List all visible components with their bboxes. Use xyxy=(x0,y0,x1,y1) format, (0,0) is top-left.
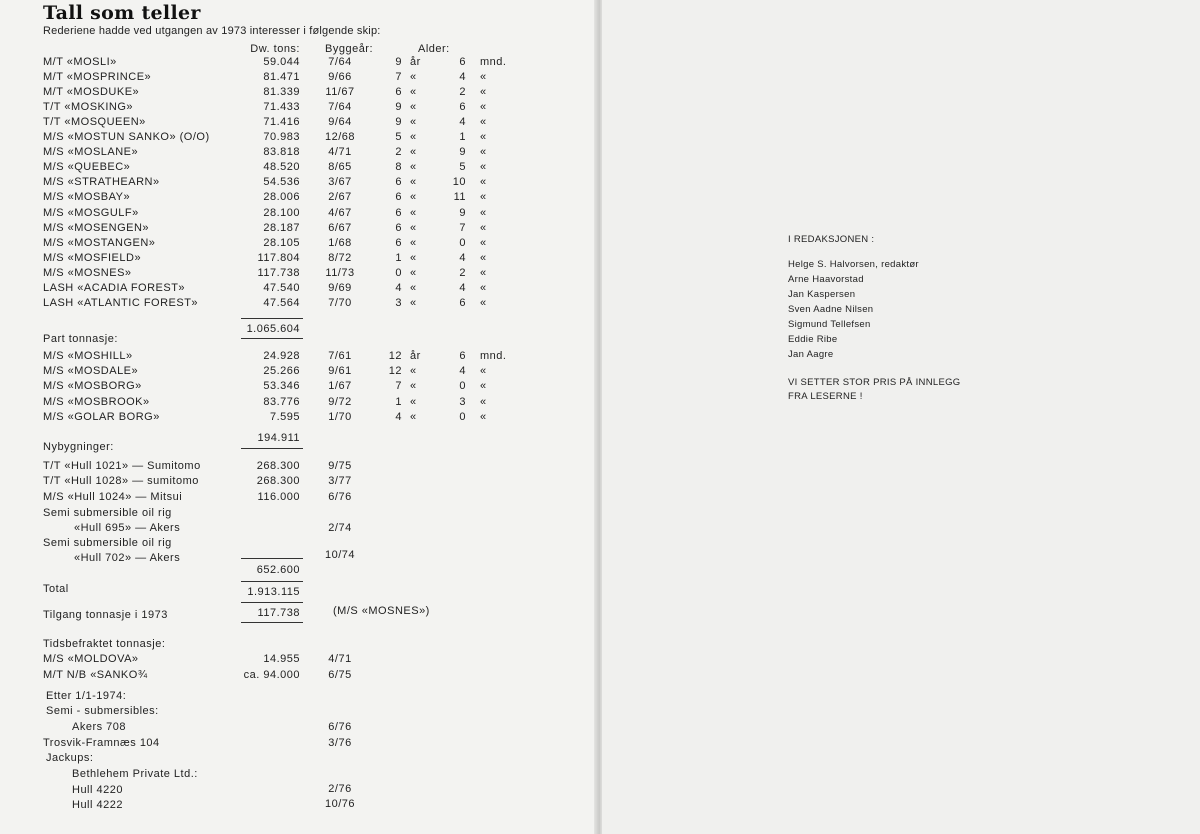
ship-dw-tons: 71.416 xyxy=(263,116,300,129)
ship-name: M/S «MOSENGEN» xyxy=(43,221,150,234)
ship-name: M/T «MOSDUKE» xyxy=(43,86,140,99)
ship-name: M/S «Hull 1024» — Mitsui xyxy=(43,490,183,503)
ship-age-months: 0 xyxy=(459,380,466,393)
akers-708-built: 6/76 xyxy=(328,721,352,733)
ship-age-months: 4 xyxy=(459,281,466,294)
ship-built: 8/65 xyxy=(328,161,352,174)
subtotal-rule xyxy=(241,318,303,319)
ship-age-months: 6 xyxy=(459,101,466,114)
ship-built: 1/67 xyxy=(328,380,352,393)
ship-dw-tons: 25.266 xyxy=(263,365,300,378)
ship-name: M/S «STRATHEARN» xyxy=(43,176,160,189)
ship-name: M/T «MOSLI» xyxy=(43,56,117,68)
redaksjon-member: Jan Aagre xyxy=(788,349,834,360)
rig1-line2: «Hull 695» — Akers xyxy=(74,522,181,534)
ship-age-years-unit: « xyxy=(410,296,417,309)
ship-built: 4/67 xyxy=(328,206,352,219)
ship-dw-tons: 71.433 xyxy=(263,101,300,114)
redaksjon-member: Arne Haavorstad xyxy=(788,274,864,285)
tilgang-rule xyxy=(241,622,303,623)
ship-name: M/S «MOSTUN SANKO» (O/O) xyxy=(43,131,210,144)
hull-4220-built: 2/76 xyxy=(328,783,352,795)
ship-name: M/S «MOSFIELD» xyxy=(43,251,142,264)
akers-708: Akers 708 xyxy=(72,721,127,733)
ship-age-months-unit: « xyxy=(480,191,487,204)
subtotal-rule xyxy=(241,558,303,559)
ship-age-months-unit: « xyxy=(480,380,487,393)
ship-dw-tons: ca. 94.000 xyxy=(243,668,300,681)
ship-built: 6/76 xyxy=(328,490,352,503)
ship-age-years: 1 xyxy=(395,395,402,408)
ship-age-years-unit: « xyxy=(410,101,417,114)
ship-age-months: 9 xyxy=(459,146,466,159)
ship-age-months: 9 xyxy=(459,206,466,219)
ship-dw-tons: 83.776 xyxy=(263,395,300,408)
left-page xyxy=(0,0,598,834)
ship-age-months-unit: mnd. xyxy=(480,56,507,68)
jackups-label: Jackups: xyxy=(46,752,94,764)
ship-age-months-unit: « xyxy=(480,116,487,129)
ship-dw-tons: 268.300 xyxy=(256,475,300,488)
trosvik: Trosvik-Framnæs 104 xyxy=(43,737,160,749)
grand-total: 1.913.115 xyxy=(247,586,300,598)
ship-name: M/T «MOSPRINCE» xyxy=(43,71,152,84)
ship-age-months-unit: « xyxy=(480,410,487,423)
ship-name: M/S «MOSBROOK» xyxy=(43,395,150,408)
ship-name: M/S «MOSNES» xyxy=(43,266,132,279)
redaksjon-appeal-line1: VI SETTER STOR PRIS PÅ INNLEGG xyxy=(788,377,961,388)
ship-age-months-unit: « xyxy=(480,101,487,114)
ship-dw-tons: 47.540 xyxy=(263,281,300,294)
ship-built: 3/67 xyxy=(328,176,352,189)
hull-4222: Hull 4222 xyxy=(72,799,123,811)
ship-age-months: 2 xyxy=(459,86,466,99)
ship-dw-tons: 28.187 xyxy=(263,221,300,234)
ship-dw-tons: 83.818 xyxy=(263,146,300,159)
ship-age-months: 5 xyxy=(459,161,466,174)
rig1-line1: Semi submersible oil rig xyxy=(43,507,172,519)
ship-name: M/S «MOSDALE» xyxy=(43,365,139,378)
ship-built: 12/68 xyxy=(324,131,356,144)
ship-age-years-unit: « xyxy=(410,236,417,249)
ship-built: 6/67 xyxy=(328,221,352,234)
ship-age-years: 9 xyxy=(395,101,402,114)
ship-age-months-unit: « xyxy=(480,236,487,249)
total-rule xyxy=(241,581,303,582)
ship-age-months-unit: « xyxy=(480,146,487,159)
redaksjon-appeal-line2: FRA LESERNE ! xyxy=(788,391,863,402)
ship-dw-tons: 47.564 xyxy=(263,296,300,309)
ship-dw-tons: 81.339 xyxy=(263,86,300,99)
ship-built: 7/61 xyxy=(328,350,352,362)
ship-age-months-unit: « xyxy=(480,365,487,378)
ship-age-years: 12 xyxy=(388,365,402,378)
part-tonnage-label: Part tonnasje: xyxy=(43,333,118,345)
ship-name: M/S «MOLDOVA» xyxy=(43,653,139,665)
intro-text: Rederiene hadde ved utgangen av 1973 interesser i følgende skip: xyxy=(43,25,381,37)
ship-age-years-unit: år xyxy=(410,56,421,68)
subtotal-rule xyxy=(241,338,303,339)
ship-age-years: 5 xyxy=(395,131,402,144)
ship-age-years: 6 xyxy=(395,206,402,219)
newbuild-total: 652.600 xyxy=(256,564,300,576)
ship-name: LASH «ATLANTIC FOREST» xyxy=(43,296,199,309)
ship-dw-tons: 28.006 xyxy=(263,191,300,204)
ship-age-months-unit: « xyxy=(480,176,487,189)
ship-age-months: 2 xyxy=(459,266,466,279)
ship-age-months: 6 xyxy=(459,56,466,68)
ship-built: 4/71 xyxy=(328,653,352,665)
ship-age-months: 4 xyxy=(459,365,466,378)
ship-dw-tons: 117.804 xyxy=(257,251,300,264)
ship-age-years: 8 xyxy=(395,161,402,174)
tilgang-value: 117.738 xyxy=(257,607,300,619)
bethlehem-label: Bethlehem Private Ltd.: xyxy=(72,768,198,780)
ship-age-years: 4 xyxy=(395,410,402,423)
ship-name: M/S «MOSTANGEN» xyxy=(43,236,156,249)
right-page xyxy=(602,0,1200,834)
ship-built: 9/72 xyxy=(328,395,352,408)
ship-dw-tons: 48.520 xyxy=(263,161,300,174)
ship-age-years: 7 xyxy=(395,380,402,393)
rig2-line2: «Hull 702» — Akers xyxy=(74,552,181,564)
ship-name: T/T «Hull 1028» — sumitomo xyxy=(43,475,199,488)
ship-age-years-unit: år xyxy=(410,350,421,362)
ship-built: 9/66 xyxy=(328,71,352,84)
ship-name: M/S «MOSBORG» xyxy=(43,380,142,393)
part-total: 194.911 xyxy=(257,432,300,444)
ship-age-years: 4 xyxy=(395,281,402,294)
hull-4222-built: 10/76 xyxy=(324,798,356,810)
column-header-dw: Dw. tons: xyxy=(250,43,300,55)
page-title: Tall som teller xyxy=(43,2,201,24)
ship-age-months-unit: « xyxy=(480,71,487,84)
ship-age-months: 10 xyxy=(452,176,466,189)
ship-age-months-unit: « xyxy=(480,131,487,144)
newbuild-label: Nybygninger: xyxy=(43,441,114,453)
ship-dw-tons: 116.000 xyxy=(257,490,300,503)
ship-name: M/S «MOSLANE» xyxy=(43,146,139,159)
ship-built: 7/70 xyxy=(328,296,352,309)
ship-dw-tons: 70.983 xyxy=(263,131,300,144)
ship-built: 9/64 xyxy=(328,116,352,129)
ship-name: LASH «ACADIA FOREST» xyxy=(43,281,186,294)
ship-age-months: 1 xyxy=(459,131,466,144)
ship-built: 11/73 xyxy=(325,266,355,279)
ship-age-years-unit: « xyxy=(410,86,417,99)
ship-age-years-unit: « xyxy=(410,221,417,234)
ship-age-months-unit: « xyxy=(480,221,487,234)
ship-age-months: 4 xyxy=(459,116,466,129)
ship-built: 11/67 xyxy=(325,86,355,99)
ship-built: 7/64 xyxy=(328,56,352,68)
ship-dw-tons: 7.595 xyxy=(269,410,300,423)
ship-age-months: 4 xyxy=(459,71,466,84)
rig1-built: 2/74 xyxy=(328,522,352,534)
ship-name: M/S «GOLAR BORG» xyxy=(43,410,160,423)
ship-age-years: 0 xyxy=(395,266,402,279)
tilgang-note: (M/S «MOSNES») xyxy=(333,605,430,617)
ship-age-years: 6 xyxy=(395,191,402,204)
ship-age-months-unit: « xyxy=(480,281,487,294)
ship-name: M/S «QUEBEC» xyxy=(43,161,131,174)
ship-name: M/S «MOSBAY» xyxy=(43,191,131,204)
ship-age-months: 6 xyxy=(459,350,466,362)
redaksjon-member: Sven Aadne Nilsen xyxy=(788,304,874,315)
ship-age-months: 7 xyxy=(459,221,466,234)
ship-age-years: 1 xyxy=(395,251,402,264)
ship-dw-tons: 28.105 xyxy=(263,236,300,249)
ship-name: M/S «MOSGULF» xyxy=(43,206,139,219)
column-header-age: Alder: xyxy=(418,43,450,55)
ship-age-years: 2 xyxy=(395,146,402,159)
ship-built: 8/72 xyxy=(328,251,352,264)
ship-dw-tons: 81.471 xyxy=(263,71,300,84)
redaksjon-member: Helge S. Halvorsen, redaktør xyxy=(788,259,919,270)
ship-age-years-unit: « xyxy=(410,281,417,294)
ship-age-months-unit: « xyxy=(480,161,487,174)
ship-built: 4/71 xyxy=(328,146,352,159)
ship-built: 1/68 xyxy=(328,236,352,249)
ship-dw-tons: 14.955 xyxy=(263,653,300,665)
total-label: Total xyxy=(43,583,69,595)
ship-age-months-unit: « xyxy=(480,251,487,264)
ship-built: 9/61 xyxy=(328,365,352,378)
tilgang-label: Tilgang tonnasje i 1973 xyxy=(43,609,168,621)
ship-age-years-unit: « xyxy=(410,161,417,174)
ship-age-years-unit: « xyxy=(410,116,417,129)
redaksjon-member: Jan Kaspersen xyxy=(788,289,856,300)
ship-age-years-unit: « xyxy=(410,131,417,144)
hull-4220: Hull 4220 xyxy=(72,784,123,796)
ship-age-years-unit: « xyxy=(410,206,417,219)
ship-built: 3/77 xyxy=(328,475,352,488)
column-header-built: Byggeår: xyxy=(325,43,374,55)
ship-built: 9/69 xyxy=(328,281,352,294)
ship-age-years: 6 xyxy=(395,236,402,249)
ship-age-years-unit: « xyxy=(410,251,417,264)
trosvik-built: 3/76 xyxy=(328,737,352,749)
ship-age-years-unit: « xyxy=(410,191,417,204)
subtotal-rule xyxy=(241,448,303,449)
ship-name: T/T «Hull 1021» — Sumitomo xyxy=(43,460,201,472)
ship-age-months-unit: « xyxy=(480,86,487,99)
ship-age-years: 6 xyxy=(395,176,402,189)
ship-age-months: 6 xyxy=(459,296,466,309)
ship-built: 1/70 xyxy=(328,410,352,423)
ship-age-years: 6 xyxy=(395,86,402,99)
ship-age-years-unit: « xyxy=(410,380,417,393)
ship-dw-tons: 53.346 xyxy=(263,380,300,393)
ship-age-years-unit: « xyxy=(410,266,417,279)
ship-age-years-unit: « xyxy=(410,395,417,408)
ship-age-years-unit: « xyxy=(410,146,417,159)
ship-age-months-unit: « xyxy=(480,395,487,408)
ship-age-years: 6 xyxy=(395,221,402,234)
ship-age-months-unit: « xyxy=(480,266,487,279)
ship-dw-tons: 24.928 xyxy=(263,350,300,362)
ship-age-years: 7 xyxy=(395,71,402,84)
ship-age-years: 3 xyxy=(395,296,402,309)
ship-name: T/T «MOSQUEEN» xyxy=(43,116,146,129)
semi-label: Semi - submersibles: xyxy=(46,705,159,717)
ship-age-years-unit: « xyxy=(410,176,417,189)
ship-age-months-unit: mnd. xyxy=(480,350,507,362)
ship-dw-tons: 54.536 xyxy=(263,176,300,189)
ship-dw-tons: 268.300 xyxy=(256,460,300,472)
redaksjon-member: Sigmund Tellefsen xyxy=(788,319,871,330)
ship-age-years: 9 xyxy=(395,56,402,68)
ship-name: T/T «MOSKING» xyxy=(43,101,134,114)
ship-age-years-unit: « xyxy=(410,71,417,84)
ship-built: 2/67 xyxy=(328,191,352,204)
rig2-line1: Semi submersible oil rig xyxy=(43,537,172,549)
ship-age-years-unit: « xyxy=(410,365,417,378)
ship-built: 9/75 xyxy=(328,460,352,472)
fleet-total: 1.065.604 xyxy=(246,323,300,335)
ship-age-months-unit: « xyxy=(480,206,487,219)
ship-dw-tons: 59.044 xyxy=(263,56,300,68)
redaksjon-member: Eddie Ribe xyxy=(788,334,838,345)
ship-age-years-unit: « xyxy=(410,410,417,423)
charter-label: Tidsbefraktet tonnasje: xyxy=(43,638,166,650)
rig2-built: 10/74 xyxy=(324,549,356,561)
ship-built: 7/64 xyxy=(328,101,352,114)
ship-name: M/T N/B «SANKO¾ xyxy=(43,668,148,681)
ship-age-months: 11 xyxy=(453,191,466,204)
ship-age-months: 4 xyxy=(459,251,466,264)
ship-age-months: 0 xyxy=(459,236,466,249)
after-label: Etter 1/1-1974: xyxy=(46,690,127,702)
ship-name: M/S «MOSHILL» xyxy=(43,350,133,362)
total-rule xyxy=(241,602,303,603)
ship-dw-tons: 117.738 xyxy=(257,266,300,279)
redaksjon-heading: I REDAKSJONEN : xyxy=(788,234,875,245)
ship-age-years: 9 xyxy=(395,116,402,129)
ship-age-years: 12 xyxy=(388,350,402,362)
ship-age-months: 0 xyxy=(459,410,466,423)
ship-age-months-unit: « xyxy=(480,296,487,309)
ship-age-months: 3 xyxy=(459,395,466,408)
ship-built: 6/75 xyxy=(328,668,352,681)
ship-dw-tons: 28.100 xyxy=(263,206,300,219)
